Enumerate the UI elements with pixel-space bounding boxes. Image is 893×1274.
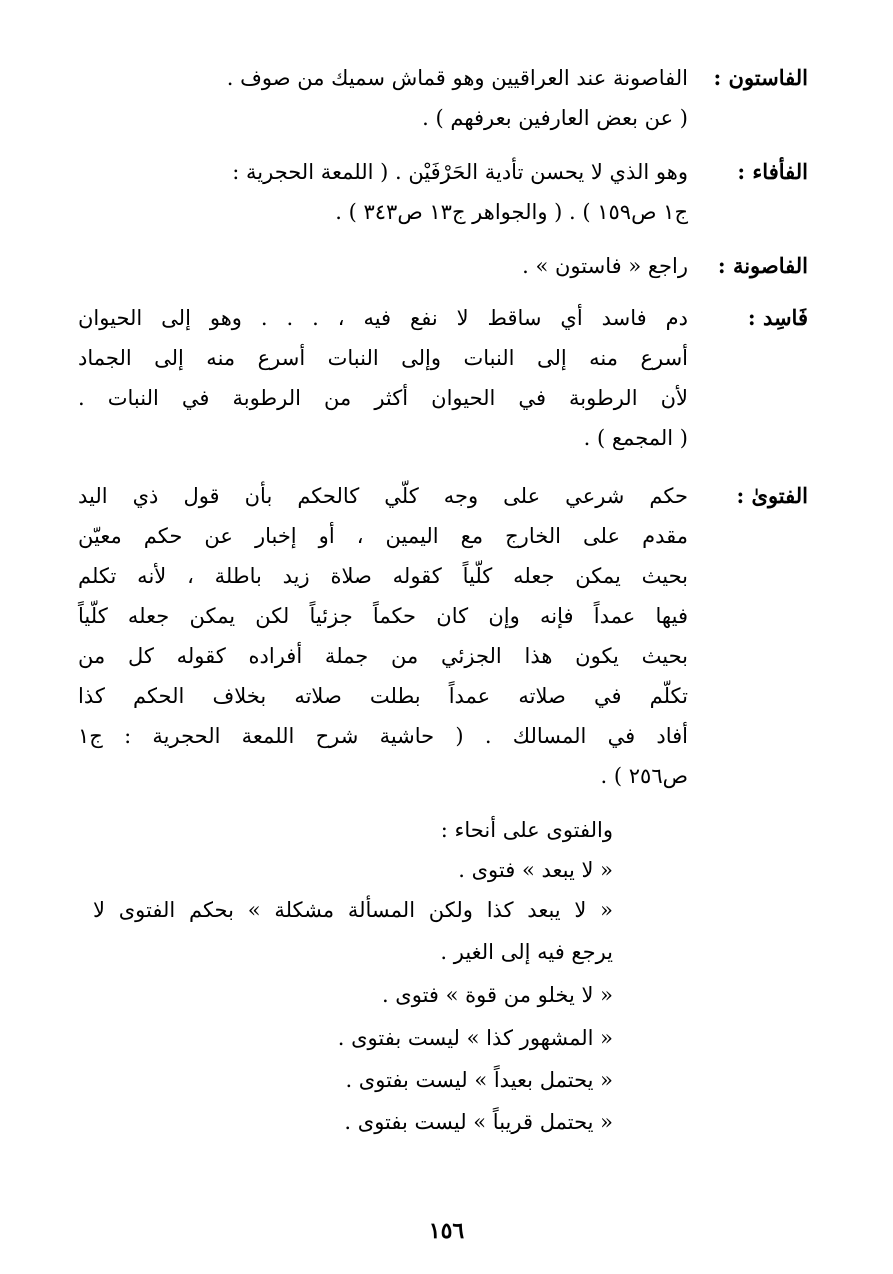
definition-line: حكم شرعي على وجه كلّي كالحكم بأن قول ذي اليد [78, 484, 688, 508]
definition-line: بحيث يكون هذا الجزئي من جملة أفراده كقوله كل من [78, 644, 688, 668]
definition-line: ( المجمع ) . [583, 426, 688, 450]
entry-term: الفاصونة : [717, 253, 808, 278]
definition-line: راجع « فاستون » . [522, 254, 688, 278]
definition-line: ج١ ص١٥٩ ) . ( والجواهر ج١٣ ص٣٤٣ ) . [335, 200, 688, 224]
definition-line: ص٢٥٦ ) . [600, 764, 688, 788]
definition-line: ( عن بعض العارفين بعرفهم ) . [422, 106, 688, 130]
entry-fatwa [78, 476, 808, 806]
entry-definition [78, 58, 688, 138]
definition-line: وهو الذي لا يحسن تأدية الحَرْفَيْن . ( اللمعة الحجرية : [232, 160, 688, 184]
entry-fasid [78, 298, 808, 468]
entry-term: الفأفاء : [737, 159, 808, 184]
definition-line: الفاصونة عند العراقيين وهو قماش سميك من صوف . [226, 66, 688, 90]
entry-faafaa [78, 152, 808, 242]
fatwa-type-item: « لا يخلو من قوة » فتوى . [381, 983, 613, 1007]
fatwa-type-item: « يحتمل قريباً » ليست بفتوى . [344, 1110, 613, 1134]
definition-line: فيها عمداً فإنه وإن كان حكماً جزئياً لكن يمكن جعله كلّياً [78, 604, 688, 628]
definition-line: لأن الرطوبة في الحيوان أكثر من الرطوبة في النبات . [78, 386, 688, 410]
fatwa-type-item: « لا يبعد » فتوى . [458, 858, 613, 882]
entry-definition [78, 246, 688, 286]
definition-line: بحيث يمكن جعله كلّياً كقوله صلاة زيد باطلة ، لأنه تكلم [78, 564, 688, 588]
entry-definition [78, 476, 688, 796]
definition-line: أسرع منه إلى النبات وإلى النبات أسرع منه إلى الجماد [78, 346, 688, 370]
definition-line: مقدم على الخارج مع اليمين ، أو إخبار عن حكم معيّن [78, 524, 688, 548]
fatwa-type-item: « المشهور كذا » ليست بفتوى . [337, 1026, 613, 1050]
definition-line: أفاد في المسالك . ( حاشية شرح اللمعة الحجرية : ج١ [78, 724, 688, 748]
entry-fasuna [78, 246, 808, 291]
definition-line: تكلّم في صلاته عمداً بطلت صلاته بخلاف الحكم كذا [78, 684, 688, 708]
fatwa-types-intro: والفتوى على أنحاء : [440, 818, 613, 842]
entry-term: فَاسِد : [747, 305, 808, 330]
fatwa-type-item: يرجع فيه إلى الغير . [440, 940, 613, 964]
entry-definition [78, 298, 688, 458]
definition-line: دم فاسد أي ساقط لا نفع فيه ، . . . وهو إلى الحيوان [78, 306, 688, 330]
fatwa-type-item: « لا يبعد كذا ولكن المسألة مشكلة » بحكم الفتوى لا [93, 898, 613, 922]
page-number: ١٥٦ [428, 1218, 465, 1244]
fatwa-type-item: « يحتمل بعيداً » ليست بفتوى . [345, 1068, 613, 1092]
entry-term: الفتوىٰ : [736, 483, 808, 508]
entry-term: الفاستون : [713, 65, 808, 90]
entry-definition [78, 152, 688, 232]
entry-fastun [78, 58, 808, 148]
